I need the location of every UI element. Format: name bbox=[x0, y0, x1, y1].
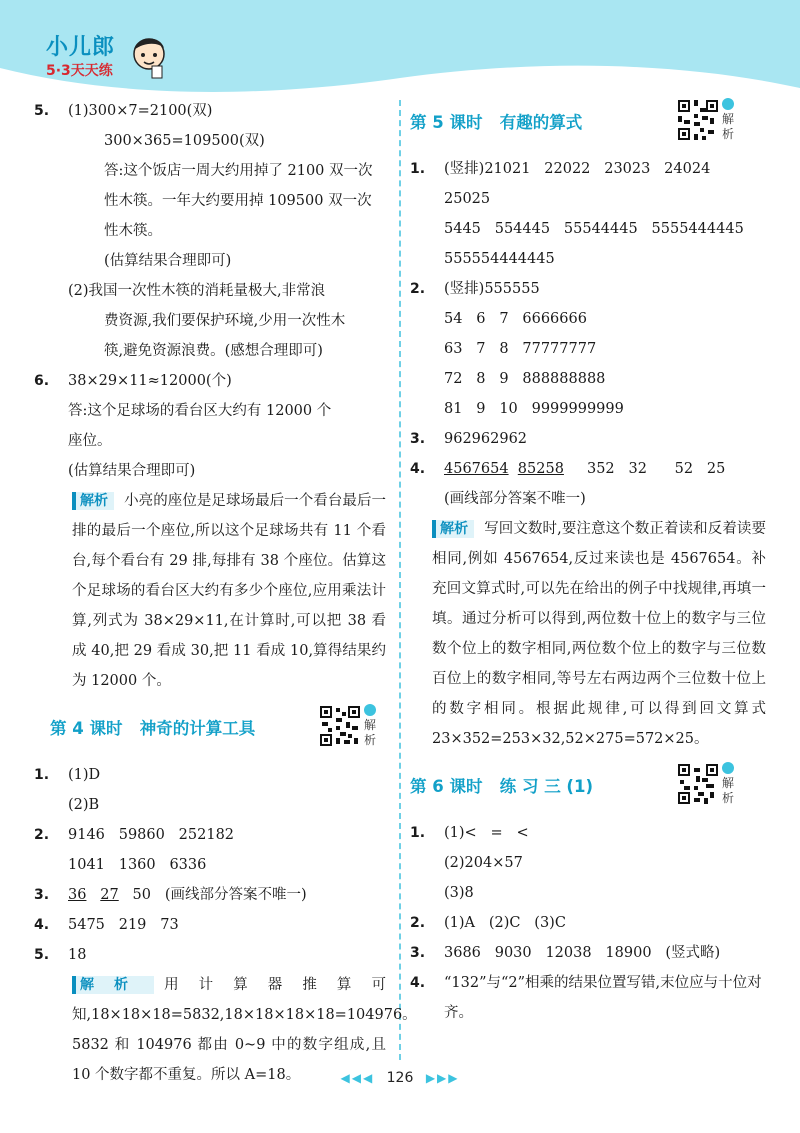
answer-line: (画线部分答案不唯一) bbox=[444, 491, 586, 507]
qr-code-icon[interactable] bbox=[676, 762, 720, 806]
question-number: 3. bbox=[410, 945, 426, 961]
answer-line: (1)300×7=2100(双) bbox=[68, 103, 213, 119]
analysis-text: 用计算器推算可知,18×18×18=5832,18×18×18×18=104976。5832 和 104976 都由 0~9 中的数字组成,且 10 个数字都不重复。所以 A=18。 bbox=[72, 977, 417, 1083]
answer-line: (2)204×57 bbox=[444, 855, 523, 871]
answer-line: (3)8 bbox=[444, 885, 474, 901]
l4-question-5 bbox=[34, 940, 386, 970]
qr-label: 解析 bbox=[364, 718, 377, 747]
question-number: 4. bbox=[410, 975, 426, 991]
answer-line: 座位。 bbox=[68, 433, 112, 449]
right-column bbox=[410, 96, 766, 1028]
answer-line bbox=[68, 880, 386, 910]
question-number: 1. bbox=[410, 825, 426, 841]
l4-question-3 bbox=[34, 880, 386, 910]
question-number: 3. bbox=[34, 887, 50, 903]
l5-question-1 bbox=[410, 154, 766, 184]
analysis-tag: 解析 bbox=[72, 976, 154, 994]
answer-line: 5445 554445 55544445 5555444445 bbox=[444, 221, 744, 237]
answer-line: (竖排)21021 22022 23023 24024 bbox=[444, 161, 711, 177]
underlined-answer: 36 bbox=[68, 887, 87, 903]
lesson-title: 第 6 课时 练 习 三 (1) bbox=[410, 777, 593, 796]
qr-label: 解析 bbox=[722, 776, 735, 805]
answer-line: “132”与“2”相乘的结果位置写错,末位应与十位对齐。 bbox=[444, 975, 762, 1021]
answer-line: 性木筷。一年大约要用掉 109500 双一次 bbox=[104, 193, 372, 209]
question-number: 5. bbox=[34, 947, 50, 963]
answer-line: 性木筷。 bbox=[104, 223, 162, 239]
l6-question-4 bbox=[410, 968, 766, 1028]
underlined-answer: 27 bbox=[100, 887, 119, 903]
question-number: 2. bbox=[410, 281, 426, 297]
answer-line: 答:这个足球场的看台区大约有 12000 个 bbox=[68, 403, 332, 419]
answer-line: (竖排)555555 bbox=[444, 281, 540, 297]
answer-line: 81 9 10 9999999999 bbox=[444, 401, 624, 417]
play-icon[interactable] bbox=[722, 98, 734, 110]
page-number: 126 bbox=[386, 1070, 414, 1086]
column-divider bbox=[399, 100, 401, 1060]
analysis-text: 写回文数时,要注意这个数正着读和反着读要相同,例如 4567654,反过来读也是 4567654。补充回文算式时,可以先在给出的例子中找规律,再填一填。通过分析可以得到,两位数十位上的数字与三位数个位上的数字相同,两位数个位上的数字与三位数百位上的数字相同,等号左右两边两个三位数十位上的数字相同。根据此规律,可以得到回文算式 23×352=253×32,52×275=572×25。 bbox=[432, 521, 767, 747]
answer-line: 300×365=109500(双) bbox=[104, 133, 265, 149]
l5-question-2 bbox=[410, 274, 766, 304]
l6-question-2 bbox=[410, 908, 766, 938]
analysis-block bbox=[34, 486, 386, 696]
qr-label: 解析 bbox=[722, 112, 735, 141]
answer-line: (1)D bbox=[68, 767, 101, 783]
question-number: 3. bbox=[410, 431, 426, 447]
answer-line bbox=[444, 454, 766, 484]
answer-line: (估算结果合理即可) bbox=[68, 463, 196, 479]
l4-question-2 bbox=[34, 820, 386, 850]
brand-logo bbox=[40, 30, 170, 90]
brand-subtitle: 5·3天天练 bbox=[46, 63, 113, 79]
answer-line: 1041 1360 6336 bbox=[68, 857, 207, 873]
qr-code-icon[interactable] bbox=[676, 98, 720, 142]
question-number: 4. bbox=[410, 461, 426, 477]
answer-line: (估算结果合理即可) bbox=[104, 253, 232, 269]
question-number: 4. bbox=[34, 917, 50, 933]
l5-question-4 bbox=[410, 454, 766, 484]
answer-line: 3686 9030 12038 18900 (竖式略) bbox=[444, 945, 721, 961]
underlined-answer: 85258 bbox=[517, 461, 564, 477]
question-number: 1. bbox=[34, 767, 50, 783]
question-number: 2. bbox=[34, 827, 50, 843]
answer-line: (1)A (2)C (3)C bbox=[444, 915, 566, 931]
lesson-title: 第 4 课时 神奇的计算工具 bbox=[50, 719, 256, 738]
l4-question-4 bbox=[34, 910, 386, 940]
left-arrows-icon: ◀◀◀ bbox=[340, 1071, 375, 1085]
question-5 bbox=[34, 96, 386, 126]
l4-question-1 bbox=[34, 760, 386, 790]
analysis-tag: 解析 bbox=[72, 492, 114, 510]
mascot-icon bbox=[130, 32, 168, 80]
question-number: 1. bbox=[410, 161, 426, 177]
l6-question-3 bbox=[410, 938, 766, 968]
question-number: 5. bbox=[34, 103, 50, 119]
answer-line: 18 bbox=[68, 947, 87, 963]
play-icon[interactable] bbox=[364, 704, 376, 716]
question-number: 6. bbox=[34, 373, 50, 389]
analysis-text: 小亮的座位是足球场最后一个看台最后一排的最后一个座位,所以这个足球场共有 11 个看台,每个看台有 29 排,每排有 38 个座位。估算这个足球场的看台区大约有多少个座位,应用乘法计算,列式为 38×29×11,在计算时,可以把 38 看成 40,把 29 看成 30,把 11 看成 10,算得结果约为 12000 个。 bbox=[72, 493, 387, 689]
lesson-6-header bbox=[410, 760, 766, 818]
answer-line: 555554444445 bbox=[444, 251, 555, 267]
answer-line: 63 7 8 77777777 bbox=[444, 341, 597, 357]
play-icon[interactable] bbox=[722, 762, 734, 774]
answer-line: 25025 bbox=[444, 191, 491, 207]
answer-line: 962962962 bbox=[444, 431, 528, 447]
analysis-block bbox=[410, 514, 766, 754]
answer-line: 54 6 7 6666666 bbox=[444, 311, 587, 327]
answer-line: 38×29×11≈12000(个) bbox=[68, 373, 232, 389]
lesson-title: 第 5 课时 有趣的算式 bbox=[410, 113, 583, 132]
lesson-4-header bbox=[50, 702, 386, 760]
answer-line: 筷,避免资源浪费。(感想合理即可) bbox=[104, 343, 323, 359]
l6-question-1 bbox=[410, 818, 766, 848]
answer-line: (2)我国一次性木筷的消耗量极大,非常浪 bbox=[68, 283, 326, 299]
answer-line: (2)B bbox=[68, 797, 100, 813]
l5-question-3 bbox=[410, 424, 766, 454]
brand-title: 小儿郎 bbox=[46, 35, 116, 60]
question-6 bbox=[34, 366, 386, 396]
qr-code-icon[interactable] bbox=[318, 704, 362, 748]
answer-line: 5475 219 73 bbox=[68, 917, 179, 933]
answer-line: 9146 59860 252182 bbox=[68, 827, 235, 843]
answer-rest: 50 (画线部分答案不唯一) bbox=[118, 887, 307, 903]
answer-line: 费资源,我们要保护环境,少用一次性木 bbox=[104, 313, 346, 329]
answer-line: 答:这个饭店一周大约用掉了 2100 双一次 bbox=[104, 163, 373, 179]
analysis-tag: 解析 bbox=[432, 520, 474, 538]
page-footer bbox=[0, 1070, 800, 1086]
lesson-5-header bbox=[410, 96, 766, 154]
answer-line: 72 8 9 888888888 bbox=[444, 371, 606, 387]
answer-rest: 352 32 52 25 bbox=[563, 461, 726, 477]
answer-line: (1)< = < bbox=[444, 825, 529, 841]
question-number: 2. bbox=[410, 915, 426, 931]
underlined-answer: 4567654 bbox=[444, 461, 509, 477]
right-arrows-icon: ▶▶▶ bbox=[425, 1071, 460, 1085]
